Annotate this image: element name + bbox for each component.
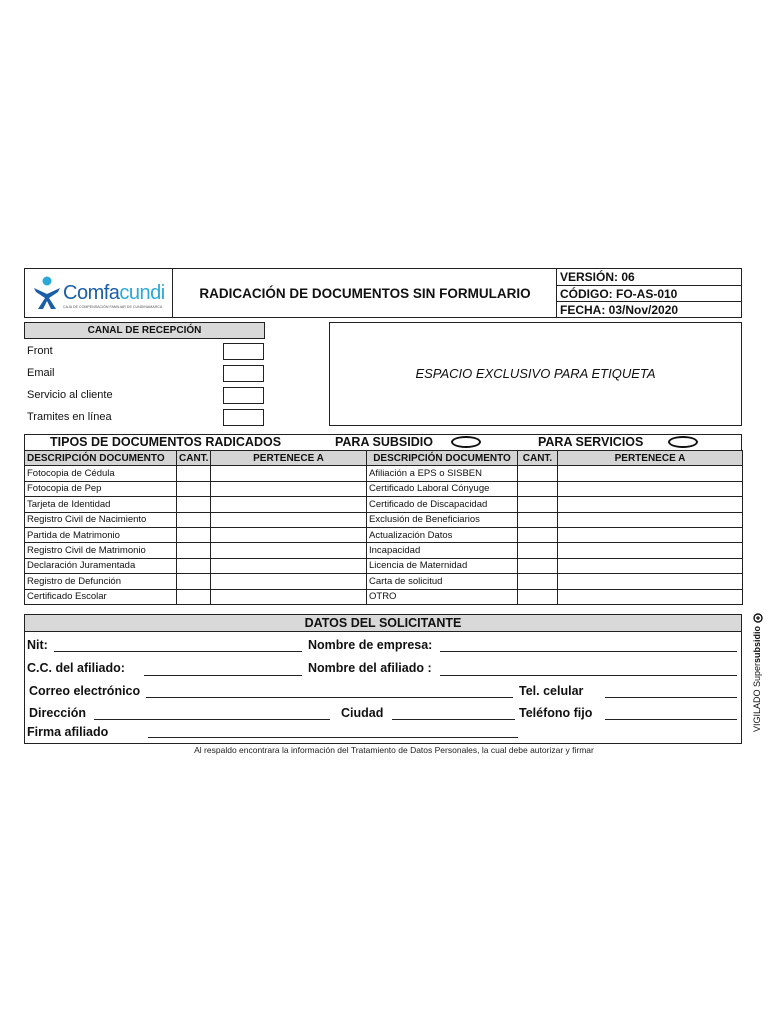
cant-cell[interactable] [177,481,211,496]
meta-row-line-2 [556,301,742,302]
cant-cell[interactable] [177,543,211,558]
cant-cell[interactable] [177,574,211,589]
tel-celular-label: Tel. celular [519,684,584,698]
pertenece-cell[interactable] [211,512,367,527]
table-row [25,481,743,496]
correo-label: Correo electrónico [29,684,141,698]
table-row [25,589,743,604]
cant-cell[interactable] [518,497,558,512]
comfacundi-figure-icon [32,276,62,310]
pertenece-cell[interactable] [558,481,743,496]
para-subsidio-label: PARA SUBSIDIO [335,435,433,449]
col-pertenece-left: PERTENECE A [211,451,367,466]
ciudad-input[interactable] [392,719,515,720]
doc-name-left: Fotocopia de Cédula [25,466,177,481]
pertenece-cell[interactable] [558,497,743,512]
cant-cell[interactable] [518,481,558,496]
cant-cell[interactable] [177,527,211,542]
pertenece-cell[interactable] [558,543,743,558]
nit-label: Nit: [27,638,48,652]
pertenece-cell[interactable] [211,481,367,496]
comfacundi-logo [30,276,170,314]
canal-label-email: Email [27,367,55,379]
doc-name-right: Afiliación a EPS o SISBEN [367,466,518,481]
doc-name-right: Certificado Laboral Cónyuge [367,481,518,496]
firma-input[interactable] [148,737,518,738]
pertenece-cell[interactable] [211,466,367,481]
cant-cell[interactable] [177,589,211,604]
doc-name-right: OTRO [367,589,518,604]
pertenece-cell[interactable] [211,574,367,589]
para-subsidio-radio[interactable] [451,436,481,448]
doc-name-right: Exclusión de Beneficiarios [367,512,518,527]
canal-title: CANAL DE RECEPCIÓN [24,322,265,339]
pertenece-cell[interactable] [558,466,743,481]
table-row [25,527,743,542]
cant-cell[interactable] [518,466,558,481]
pertenece-cell[interactable] [211,589,367,604]
col-cant-left: CANT. [177,451,211,466]
para-servicios-label: PARA SERVICIOS [538,435,644,449]
telefono-fijo-input[interactable] [605,719,737,720]
logo-text-main: Comfa [63,282,120,304]
doc-name-left: Registro Civil de Matrimonio [25,543,177,558]
doc-name-left: Declaración Juramentada [25,558,177,573]
logo-text-accent: cundi [119,282,165,304]
cant-cell[interactable] [177,512,211,527]
pertenece-cell[interactable] [211,543,367,558]
form-code: CÓDIGO: FO-AS-010 [560,287,678,301]
correo-input[interactable] [146,697,513,698]
pertenece-cell[interactable] [211,497,367,512]
meta-divider [556,268,557,318]
cant-cell[interactable] [518,589,558,604]
col-cant-right: CANT. [518,451,558,466]
supersubsidio-logo-icon [753,613,763,623]
nombre-afiliado-input[interactable] [440,675,737,676]
col-descripcion-right: DESCRIPCIÓN DOCUMENTO [367,451,518,466]
table-row [25,466,743,481]
table-row [25,558,743,573]
para-servicios-radio[interactable] [668,436,698,448]
nit-input[interactable] [54,651,302,652]
tipos-title: TIPOS DE DOCUMENTOS RADICADOS [50,435,282,449]
direccion-label: Dirección [29,706,86,720]
cant-cell[interactable] [518,558,558,573]
form-version: VERSIÓN: 06 [560,270,635,284]
cant-cell[interactable] [518,527,558,542]
logo-divider [172,268,173,318]
logo-tagline: CAJA DE COMPENSACIÓN FAMILIAR DE CUNDINAMARCA [63,305,163,309]
cant-cell[interactable] [177,558,211,573]
pertenece-cell[interactable] [558,558,743,573]
doc-name-left: Registro Civil de Nacimiento [25,512,177,527]
nombre-empresa-label: Nombre de empresa: [308,638,433,652]
canal-label-tramites: Tramites en línea [27,411,112,423]
form-date: FECHA: 03/Nov/2020 [560,303,679,317]
nombre-afiliado-label: Nombre del afiliado : [308,661,432,675]
tel-celular-input[interactable] [605,697,737,698]
cant-cell[interactable] [518,574,558,589]
meta-row-line-1 [556,285,742,286]
pertenece-cell[interactable] [558,574,743,589]
pertenece-cell[interactable] [558,527,743,542]
vigilado-brand-light: Super [752,662,762,687]
doc-name-right: Incapacidad [367,543,518,558]
direccion-input[interactable] [94,719,330,720]
documents-table-header [25,451,743,466]
form-title: RADICACIÓN DE DOCUMENTOS SIN FORMULARIO [199,286,531,301]
cant-cell[interactable] [518,543,558,558]
cant-cell[interactable] [518,512,558,527]
table-row [25,543,743,558]
solicitante-box [24,614,742,744]
nombre-empresa-input[interactable] [440,651,737,652]
vigilado-prefix: VIGILADO [752,686,762,732]
vigilado-brand-bold: subsidio [752,625,762,663]
pertenece-cell[interactable] [558,589,743,604]
documents-table [24,450,743,605]
doc-name-right: Actualización Datos [367,527,518,542]
col-descripcion-left: DESCRIPCIÓN DOCUMENTO [25,451,177,466]
canal-checkbox-tramites[interactable] [223,409,264,426]
doc-name-left: Partida de Matrimonio [25,527,177,542]
cc-label: C.C. del afiliado: [27,661,125,675]
cant-cell[interactable] [177,466,211,481]
pertenece-cell[interactable] [211,558,367,573]
cant-cell[interactable] [177,497,211,512]
solicitante-title: DATOS DEL SOLICITANTE [25,615,741,632]
pertenece-cell[interactable] [558,512,743,527]
table-row [25,497,743,512]
doc-name-left: Tarjeta de Identidad [25,497,177,512]
canal-checkbox-email[interactable] [223,365,264,382]
canal-label-front: Front [27,345,53,357]
doc-name-left: Certificado Escolar [25,589,177,604]
canal-checkbox-front[interactable] [223,343,264,360]
doc-name-left: Registro de Defunción [25,574,177,589]
table-row [25,512,743,527]
doc-name-right: Certificado de Discapacidad [367,497,518,512]
pertenece-cell[interactable] [211,527,367,542]
vigilado-seal [745,600,762,732]
doc-name-left: Fotocopia de Pep [25,481,177,496]
col-pertenece-right: PERTENECE A [558,451,743,466]
footer-note: Al respaldo encontrara la información del Tratamiento de Datos Personales, la cual debe autorizar y firmar [194,745,594,755]
telefono-fijo-label: Teléfono fijo [519,706,593,720]
ciudad-label: Ciudad [341,706,384,720]
firma-label: Firma afiliado [27,725,109,739]
etiqueta-text: ESPACIO EXCLUSIVO PARA ETIQUETA [415,366,656,381]
canal-checkbox-servicio[interactable] [223,387,264,404]
doc-name-right: Licencia de Maternidad [367,558,518,573]
table-row [25,574,743,589]
cc-input[interactable] [144,675,302,676]
canal-label-servicio: Servicio al cliente [27,389,113,401]
doc-name-right: Carta de solicitud [367,574,518,589]
